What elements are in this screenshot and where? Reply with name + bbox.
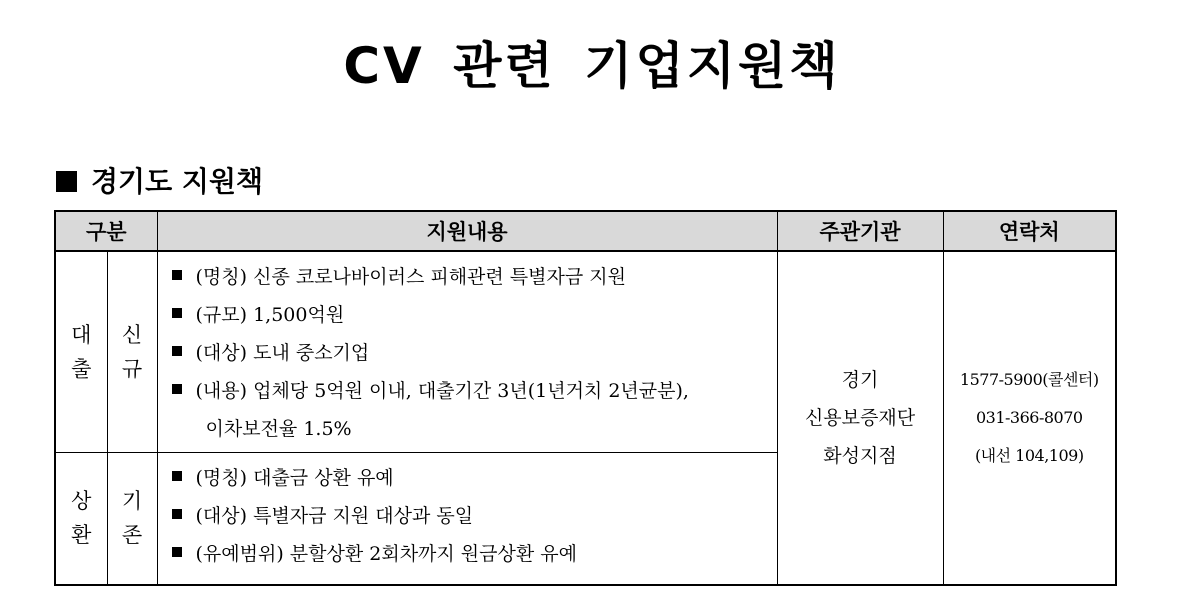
subcategory-char: 신 [121,323,143,347]
square-bullet-icon [172,471,182,481]
table-header-row [55,211,1116,251]
subcategory-cell-new [107,251,157,453]
section-heading-text: 경기도 지원책 [91,165,264,198]
list-item: (규모) 1,500억원 [172,296,773,334]
category-char: 출 [71,357,92,381]
section-heading [56,164,263,200]
subcategory-cell-existing [107,453,157,585]
category-char: 대 [71,323,92,347]
list-item: (명칭) 신종 코로나바이러스 피해관련 특별자금 지원 [172,258,773,296]
category-char: 환 [71,523,92,548]
list-item: (유예범위) 분할상환 2회차까지 원금상환 유예 [172,535,773,573]
category-cell-repayment [55,453,107,585]
organization-line: 경기 [841,368,879,391]
category-cell-loan [55,251,107,453]
organization-line: 신용보증재단 [804,406,916,429]
contact-line: 031-366-8070 [975,407,1083,427]
square-bullet-icon [172,509,182,519]
content-cell-loan [157,251,777,453]
list-item: (명칭) 대출금 상환 유예 [172,459,773,497]
square-bullet-icon [172,547,182,557]
support-table [54,210,1117,586]
square-bullet-icon [172,270,182,280]
document-title: CV 관련 기업지원책 [343,37,841,95]
contact-cell [943,251,1116,585]
square-bullet-icon [172,384,182,394]
contact-line: 1577-5900(콜센터) [959,369,1099,389]
header-category: 구분 [55,211,157,251]
contact-line: (내선 104,109) [974,445,1084,465]
header-content: 지원내용 [157,211,777,251]
square-bullet-icon [172,308,182,318]
content-cell-repayment [157,453,777,585]
list-item: (내용) 업체당 5억원 이내, 대출기간 3년(1년거치 2년균분), [172,372,773,410]
content-list-loan [172,258,773,448]
table-row-loan [55,251,1116,453]
organization-cell [777,251,943,585]
content-list-repayment [172,459,773,573]
subcategory-char: 존 [121,523,143,548]
list-item-continuation: 이차보전율 1.5% [205,418,352,440]
category-char: 상 [71,489,92,514]
list-item: (대상) 특별자금 지원 대상과 동일 [172,497,773,535]
header-organization: 주관기관 [777,211,943,251]
black-square-bullet-icon [56,171,77,192]
subcategory-char: 규 [121,357,143,381]
square-bullet-icon [172,346,182,356]
header-contact: 연락처 [943,211,1116,251]
list-item: (대상) 도내 중소기업 [172,334,773,372]
organization-line: 화성지점 [823,444,897,467]
subcategory-char: 기 [121,489,143,514]
